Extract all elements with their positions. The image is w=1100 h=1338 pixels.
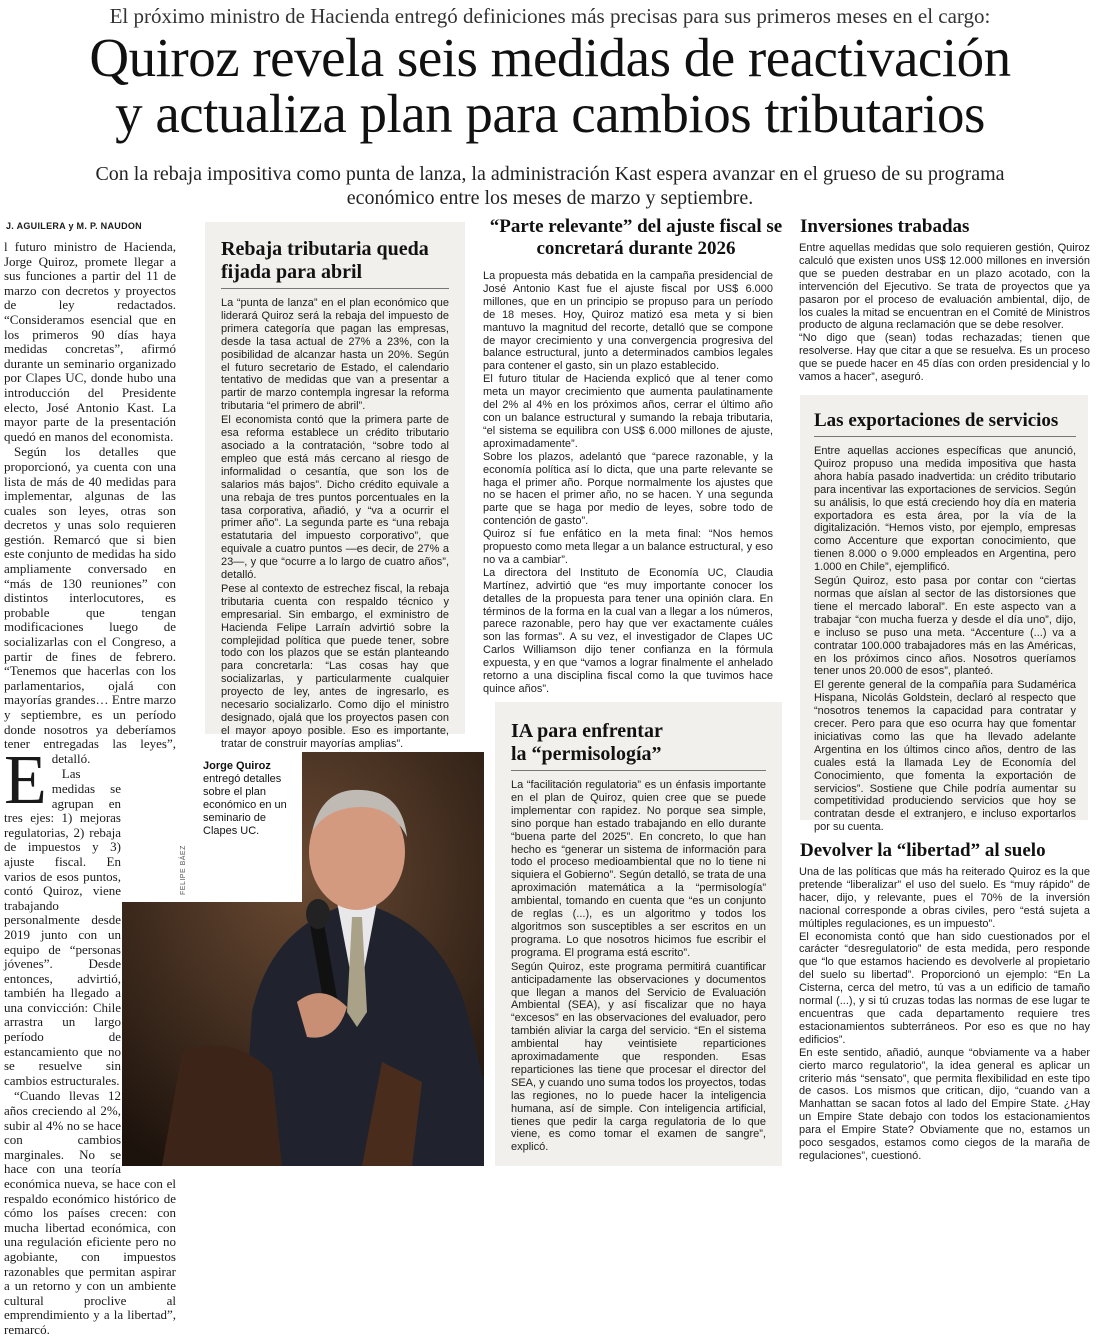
libertad-body: [799, 866, 1090, 1161]
inversiones-body: [799, 242, 1090, 384]
inversiones-paragraph: Entre aquellas medidas que solo requieren gestión, Quiroz calculó que existen unos US$ 12.000 millones en inversión que se pueden destrabar en un plazo acotado, con la intervención del Ejecutivo. Se trata de proyectos que ya pasaron por el proceso de evaluación ambiental, dijo, de los cuales la mitad se encuentran en el Comité de Ministros producto de alguna reclamación que se debe resolver.: [799, 242, 1090, 332]
parte-relevante-paragraph: El futuro titular de Hacienda explicó que al tener como meta un mayor crecimiento que aumenta paulatinamente del 2% al 4% en los próximos años, cerrar el último año con un balance estructural y sumando la rebaja tributaria, “el sistema se equilibra con US$ 6.000 millones de ajuste, aproximadamente”.: [483, 373, 773, 450]
deck: Con la rebaja impositiva como punta de lanza, la administración Kast espera avanzar en el grueso de su programa económico entre los meses de marzo y septiembre.: [95, 163, 1005, 209]
inversiones-title: Inversiones trabadas: [800, 216, 970, 237]
box-ia-permisologia: [495, 702, 782, 1166]
kicker: El próximo ministro de Hacienda entregó definiciones más precisas para sus primeros meses en el cargo:: [109, 4, 991, 28]
inversiones-paragraph: “No digo que (sean) todas rechazadas; tienen que resolverse. Hay que citar a que se resuelva. Es un proceso que se puede hacer en 45 días con orden presidencial y lo vamos a hacer”, aseguró.: [799, 332, 1090, 384]
box-rebaja-tributaria: [205, 222, 465, 750]
parte-relevante-paragraph: Quiroz sí fue enfático en la meta final: “Nos hemos propuesto como meta llegar a un balance estructural, y eso no va a cambiar”.: [483, 528, 773, 566]
main-paragraph: “Cuando llevas 12 años creciendo al 2%, subir al 4% no se hace con cambios marginales. No se hace con una teoría económica nueva, se hace con el respaldo económico histórico de cómo los países crecen: con mucha libertad económica, con una regulación eficiente pero no agobiante, con impuestos razonables que permitan aspirar a un retorno y con un ambiente cultural proclive al emprendimiento y a la libertad”, remarcó.: [4, 1088, 176, 1337]
box-exportaciones-paragraph: El gerente general de la compañía para Sudamérica Hispana, Nicolás Goldstein, declaró al respecto que “nosotros tenemos la capacidad para contratar y crecer. Pero para que eso ocurra hay que fomentar iniciativas como las que ha llevado adelante Argentina en los últimos cinco años, dentro de las cuales está la llamada Ley de Economía del Conocimiento, que fomenta la exportación de servicios”. Sostiene que Chile podría aumentar su competitividad produciendo servicios que hoy se contratan desde el extranjero, e incluso exportarlos por su cuenta.: [814, 679, 1076, 834]
box-exportaciones-paragraph: Entre aquellas acciones específicas que anunció, Quiroz propuso una medida impositiva que hasta ahora había pasado inadvertida: un crédito tributario para incentivar las exportaciones de servicios. Según su análisis, lo que está creciendo hoy día en materia exportadora es esta área, por la vía de la digitalización. “Hemos visto, por ejemplo, empresas como Accenture que exportan conocimiento, que tienen 8.000 o 9.000 empleados en Argentina, pero 1.000 en Chile”, ejemplificó.: [814, 445, 1076, 574]
main-paragraph: Las medidas se agrupan en tres ejes: 1) mejoras regulatorias, 2) rebaja de impuestos y 3) ajuste fiscal. En varios de esos puntos, contó Quiroz, viene trabajando personalmente desde 2019 junto con un equipo de “personas jóvenes”. Desde entonces, advirtió, también ha llegado a una convicción: Chile arrastra un largo período de estancamiento que no se resuelve sin cambios estructurales.: [4, 766, 121, 1088]
caption-name: Jorge Quiroz: [203, 760, 271, 772]
box-rebaja-paragraph: Pese al contexto de estrechez fiscal, la rebaja tributaria cuenta con respaldo técnico y empresarial. Sin embargo, el exministro de Hacienda Felipe Larraín advirtió sobre la complejidad política que puede tener, sobre todo con los plazos que se están planteando para concretarla: “Las cosas hay que socializarlas, y particularmente cualquier proyecto de ley, antes de ingresarlo, es necesario socializarlo. Como dijo el ministro designado, ojalá que los proyectos pasen con el mayor apoyo posible. Eso es importante, tratar de construir mayorías amplias”.: [221, 582, 449, 750]
parte-relevante-body: [483, 270, 773, 695]
box-exportaciones: [800, 395, 1088, 834]
parte-relevante-paragraph: La directora del Instituto de Economía UC, Claudia Martínez, advirtió que “es muy importante conocer los detalles de la propuesta para tener una opinión clara. En términos de la forma en la cual van a llegar a los números, parece razonable, pero hay que ver exactamente cuáles son las formas”. A su vez, el investigador de Clapes UC Carlos Williamson dijo tener confianza en la fórmula expuesta, y en que “vamos a lograr finalmente el anhelado retorno a una disciplina fiscal como la que tuvimos hace quince años”.: [483, 566, 773, 695]
libertad-paragraph: El economista contó que han sido cuestionados por el carácter “desregulatorio” de esta medida, pero responde que “lo que estamos haciendo es devolverle al propietario del suelo su libertad”. Proporcionó un ejemplo: “En La Cisterna, cerca del metro, tú vas a un edificio de tamaño normal (...), y si tú cruzas todas las normas de ese lugar te encuentras que cada departamento requiere tres estacionamientos subterráneos. Por eso es que no hay edificios”.: [799, 930, 1090, 1046]
box-exportaciones-body: [814, 445, 1076, 834]
box-rebaja-title: Rebaja tributaria queda fijada para abril: [221, 238, 429, 283]
caption-text: entregó detalles sobre el plan económico en un seminario de Clapes UC.: [203, 772, 287, 837]
box-ia-paragraph: Según Quiroz, este programa permitirá cuantificar anticipadamente las observaciones y documentos que llegan a manos del Servicio de Evaluación Ambiental (SEA), y así fiscalizar que no haya “excesos” en las observaciones del evaluador, pero también aliviar la carga del servicio. “En el sistema ambiental hay veintisiete reparticiones aproximadamente que responden. Esas reparticiones las tiene que procesar el director del SEA, y cuando uno suma todos los proyectos, todas las regiones, no lo puede hacer la inteligencia humana, así de simple. Con inteligencia artificial, tienes que pedir la carga regulatoria de lo que viene, es como tomar el examen de sangre”, explicó.: [511, 960, 766, 1154]
box-rebaja-paragraph: La “punta de lanza” en el plan económico que liderará Quiroz será la rebaja del impuesto de primera categoría que pagan las empresas, desde la tasa actual de 27% a 23%, con la posibilidad de alcanzar hasta un 20%. Según el futuro secretario de Estado, el calendario tentativo de medidas que van a presentar a partir de marzo contempla ingresar la reforma tributaria “el primero de abril”.: [221, 297, 449, 413]
byline: J. AGUILERA y M. P. NAUDON: [6, 221, 142, 231]
dropcap: E: [4, 742, 47, 819]
box-rebaja-header: [221, 238, 449, 289]
box-ia-header: [511, 720, 766, 771]
libertad-paragraph: En este sentido, añadió, aunque “obviamente va a haber cierto marco regulatorio”, la idea general es aplicar un criterio más “sensato”, que permita flexibilidad en este tipo de casos. Los mismos que critican, dijo, “cuando van a Manhattan se sacan fotos al lado del Empire State. ¿Hay un Empire State debajo con todos los estacionamientos para el Empire State? Obviamente que no, estamos un poco sesgados, estamos como ciegos de la maraña de regulaciones”, cuestionó.: [799, 1046, 1090, 1162]
box-exportaciones-paragraph: Según Quiroz, esto pasa por contar con “ciertas normas que aíslan al sector de las distorsiones que tiene el mercado laboral”. En este aspecto van a trabajar “con mucha fuerza y desde el día uno”, dijo, e incluso se puso una meta. “Accenture (...) va a contratar 100.000 trabajadores más en las Américas, en los próximos cinco años. Nosotros queríamos tener unos 20.000 de esos”, planteó.: [814, 575, 1076, 678]
box-exportaciones-title: Las exportaciones de servicios: [814, 410, 1059, 431]
headline: [0, 27, 1100, 144]
main-paragraph-text: l futuro ministro de Hacienda, Jorge Quiroz, promete llegar a sus funciones a partir del 11 de marzo con decretos y proyectos de ley redactados. “Consideramos esencial que en los primeros 90 días haya medidas concretas”, afirmó durante un seminario organizado por Clapes UC, donde hubo una introducción del Presidente electo, José Antonio Kast. La mayor parte de la presentación quedó en manos del economista.: [4, 239, 176, 444]
photo-illustration: [122, 752, 484, 1166]
box-rebaja-body: [221, 297, 449, 750]
box-exportaciones-header: [814, 409, 1076, 437]
libertad-title: Devolver la “libertad” al suelo: [800, 840, 1046, 861]
photo-credit: FELIPE BÁEZ: [180, 845, 187, 895]
photo-jorge-quiroz: [122, 752, 484, 1166]
libertad-paragraph: Una de las políticas que más ha reiterado Quiroz es la que pretende “liberalizar” el uso del suelo. Es “muy rápido” de hacer, dijo, y relevante, pues el 70% de la inversión nacional corresponde a obras civiles, pero “está sujeta a múltiples regulaciones, es un impuesto”.: [799, 866, 1090, 930]
main-paragraph: Según los detalles que proporcionó, ya cuenta con una lista de más de 40 medidas para implementar, algunas de las cuales son leyes, otras son decretos y unas solo requieren gestión. Remarcó que si bien este conjunto de medidas ha sido ampliamente conversado en “más de 130 reuniones” con distintos interlocutores, es probable que tengan modificaciones luego de socializarlas con el Congreso, a partir de fines de febrero. “Tenemos que hacerlas con los parlamentarios, ojalá con mayorías grandes… Entre marzo y septiembre, es un período donde nosotros ya deberíamos tener entregadas las leyes”, detalló.: [4, 444, 176, 766]
headline-line-2: y actualiza plan para cambios tributarios: [115, 83, 985, 144]
box-rebaja-paragraph: El economista contó que la primera parte de esa reforma establece un crédito tributario asociado a la contratación, “sobre todo al empleo que está más cercano al riesgo de informalidad o cesantía, que son los de salarios más bajos”. Dicho crédito equivale a una rebaja de tres puntos porcentuales en la tasa corporativa, añadió, y “va a ocurrir el primer año”. La segunda parte es “una rebaja estatutaria del impuesto corporativo”, que equivale a cuatro puntos —es decir, de 27% a 23—, y que “ocurre a lo largo de cuatro años”, detalló.: [221, 414, 449, 582]
parte-relevante-paragraph: La propuesta más debatida en la campaña presidencial de José Antonio Kast fue el ajuste fiscal por US$ 6.000 millones, que en un principio se propuso para un período de 18 meses. Hoy, Quiroz matizó esa meta y si bien mantuvo la magnitud del recorte, detalló que se compone de mayor crecimiento y una convergencia progresiva del balance estructural, junto a determinados cambios legales para contener el gasto, sin un plazo establecido.: [483, 270, 773, 373]
parte-relevante-paragraph: Sobre los plazos, adelantó que “parece razonable, y la economía política así lo dicta, que una parte relevante se haga el primer año. Porque normalmente los ajustes que no se hacen el primer año, no se hacen. Y una segunda parte que se haga por medio de leyes, sobre todo de contención de gasto”.: [483, 450, 773, 528]
parte-relevante-title: “Parte relevante” del ajuste fiscal se concretará durante 2026: [489, 216, 783, 259]
box-ia-title: IA para enfrentar la “permisología”: [511, 720, 663, 765]
headline-line-1: Quiroz revela seis medidas de reactivación: [89, 27, 1011, 88]
box-ia-paragraph: La “facilitación regulatoria” es un énfasis importante en el plan de Quiroz, quien cree que se puede implementar con rapidez. No porque sea simple, sino porque han estado trabajando en ello durante “buena parte del 2025”. En concreto, lo que han hecho es “generar un sistema de información para todo el proceso medioambiental que no lo tiene ni siquiera el Gobierno”. Según detalló, se trata de una aproximación matemática a la “permisología” ambiental, tomando en cuenta que “es un conjunto de reglas (...), es un algoritmo y todos los algoritmos son susceptibles a ser escritos en un programa. Lo que nosotros hicimos fue escribir el programa. El programa está escrito”.: [511, 779, 766, 959]
box-ia-body: [511, 779, 766, 1164]
photo-caption: [203, 760, 303, 837]
